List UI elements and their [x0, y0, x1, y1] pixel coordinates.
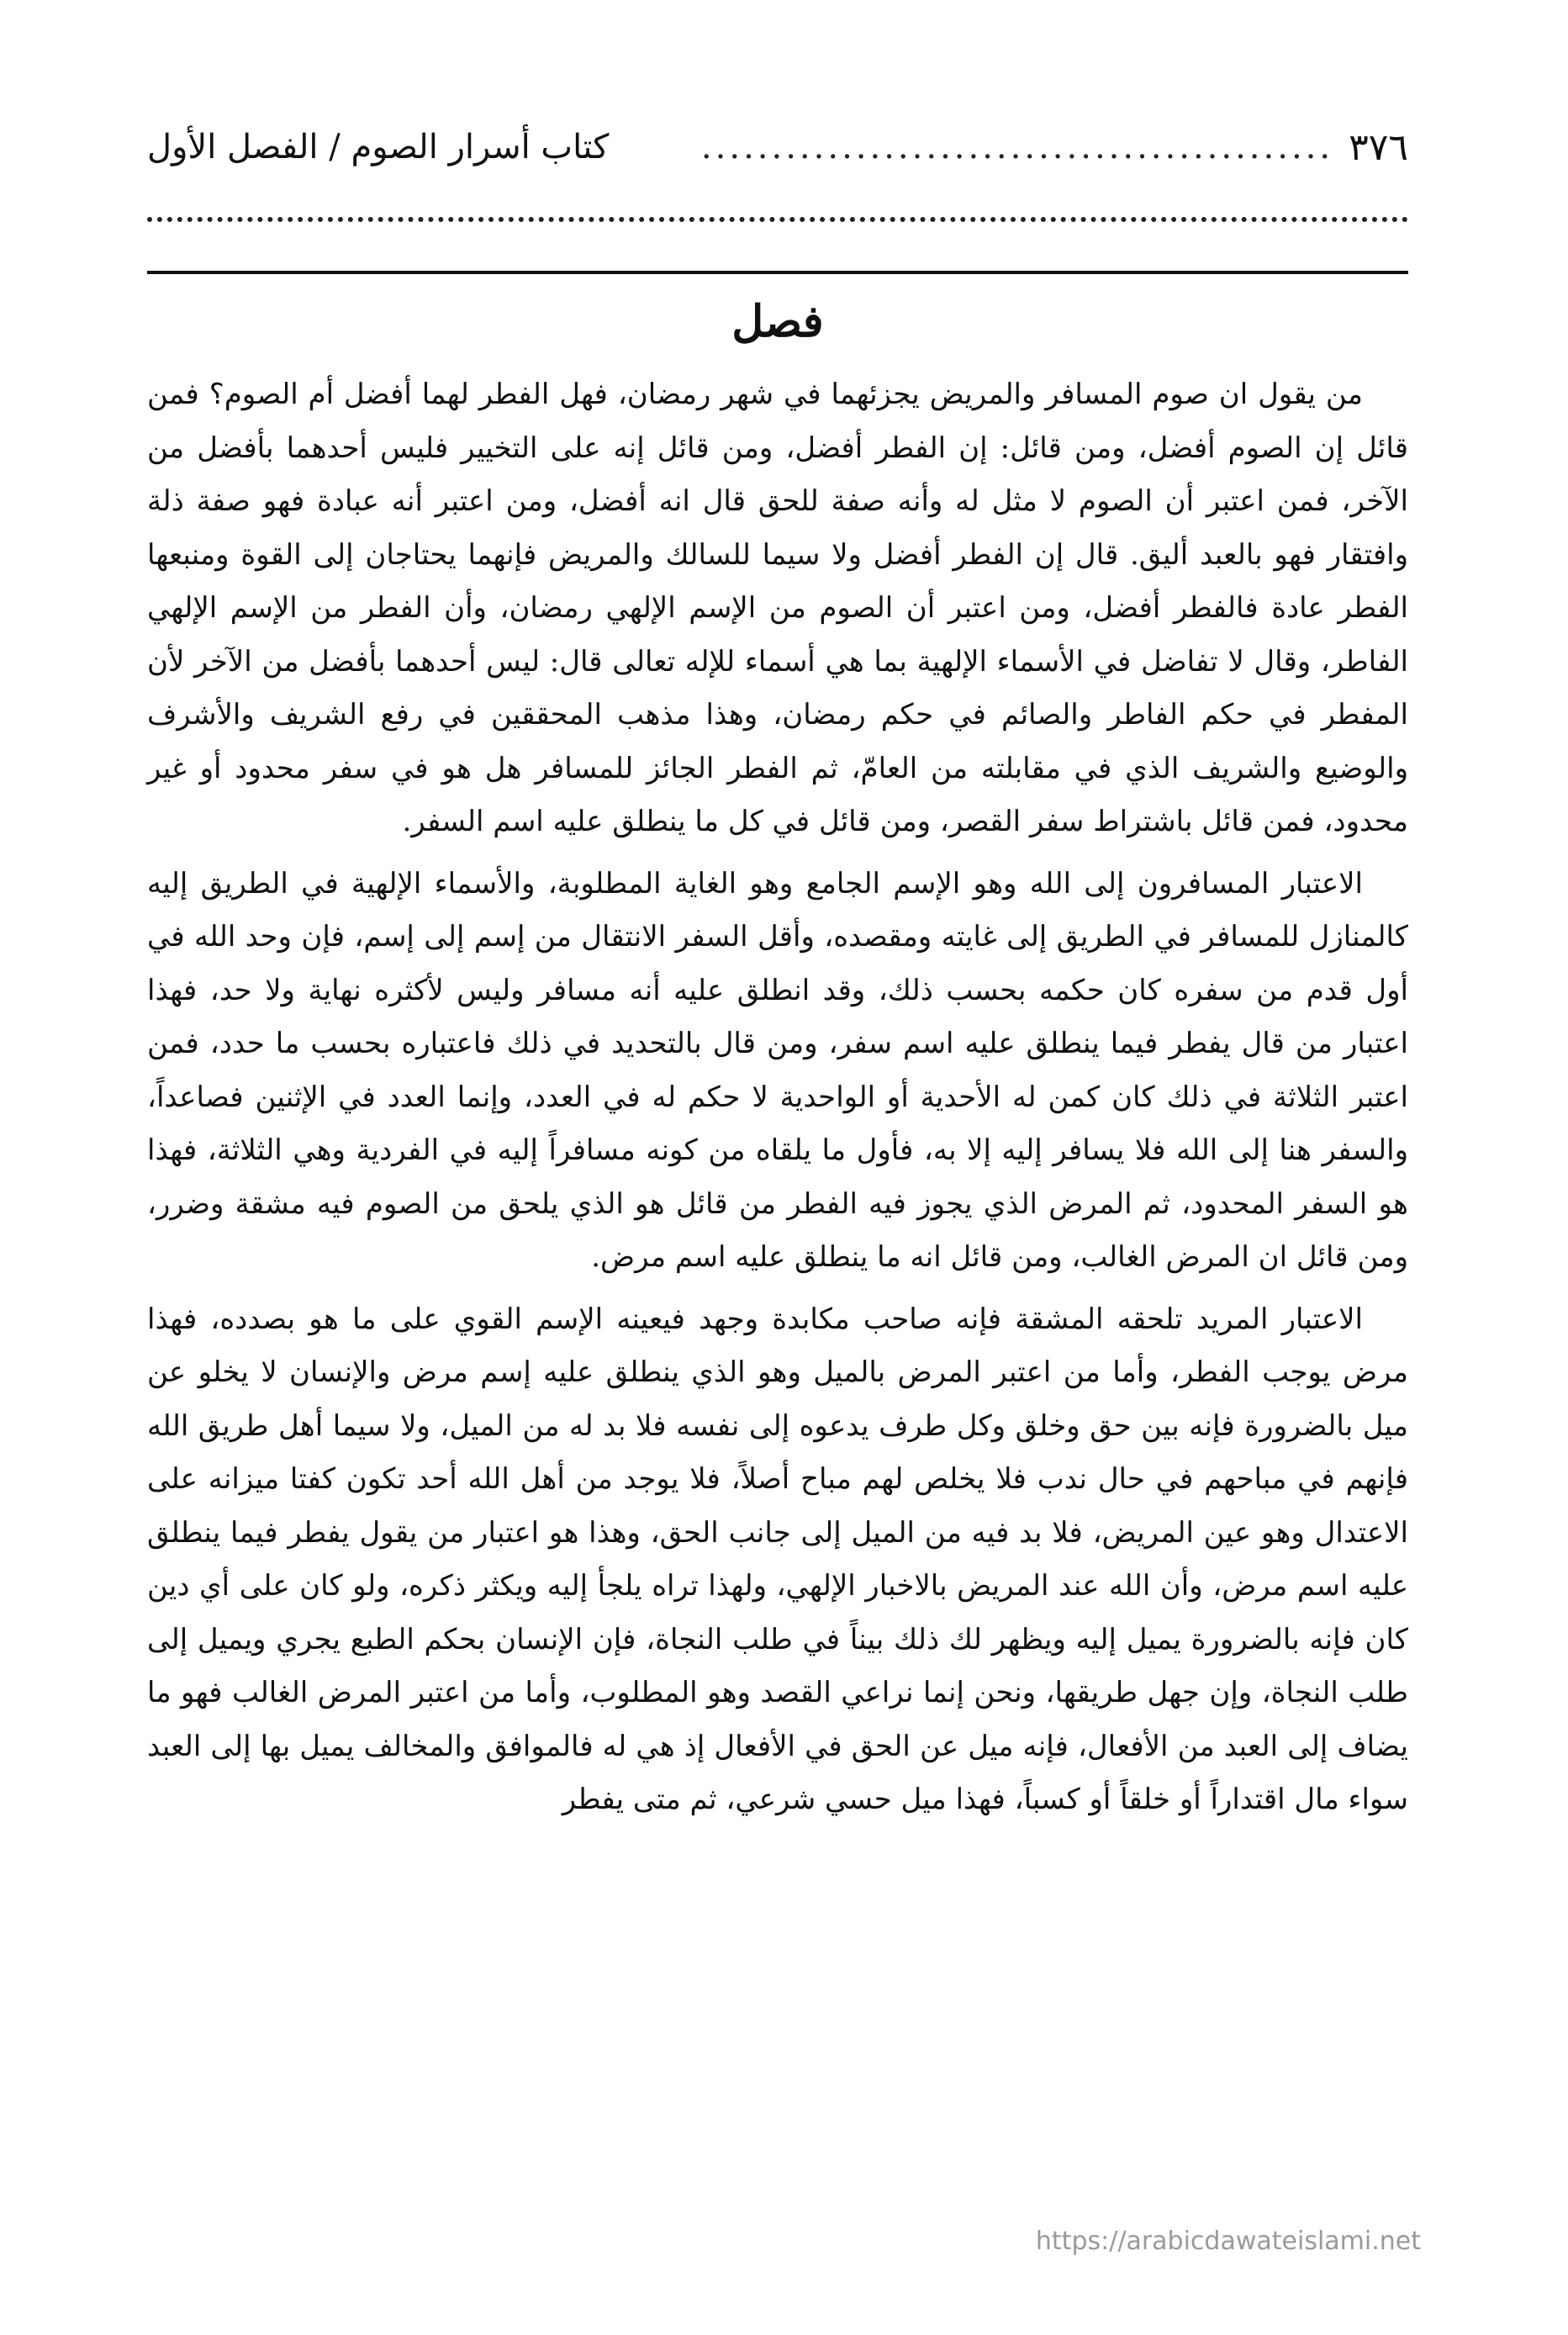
- header-dot-leader: .............................................: [700, 128, 1334, 166]
- solid-divider: [147, 271, 1408, 274]
- dotted-divider: [147, 217, 1408, 222]
- source-watermark: https://arabicdawateislami.net: [1035, 2227, 1421, 2256]
- running-header: [147, 118, 1408, 177]
- page-number: ٣٧٦: [1349, 125, 1408, 169]
- section-heading: فصل: [731, 296, 824, 347]
- body-text: [147, 368, 1408, 1836]
- paragraph: الاعتبار المريد تلحقه المشقة فإنه صاحب مكابدة وجهد فيعينه الإسم القوي على ما هو بصدده، فهذا مرض يوجب الفطر، وأما من اعتبر المرض بالميل وهو الذي ينطلق عليه إسم مرض والإنسان لا يخلو عن ميل بالضرورة فإنه بين حق وخلق وكل طرف يدعوه إلى نفسه فلا بد له من الميل، ولا سيما أهل طريق الله فإنهم في مباحهم في حال ندب فلا يخلص لهم مباح أصلاً، فلا يوجد من أهل الله أحد تكون كفتا ميزانه على الاعتدال وهو عين المريض، فلا بد فيه من الميل إلى جانب الحق، وهذا هو اعتبار من يقول يفطر فيما ينطلق عليه اسم مرض، وأن الله عند المريض بالاخبار الإلهي، ولهذا تراه يلجأ إليه ويكثر ذكره، ولو كان على أي دين كان فإنه بالضرورة يميل إليه ويظهر لك ذلك بيناً في طلب النجاة، فإن الإنسان بحكم الطبع يجري ويميل إلى طلب النجاة، وإن جهل طريقها، ونحن إنما نراعي القصد وهو المطلوب، وأما من اعتبر المرض الغالب فهو ما يضاف إلى العبد من الأفعال، فإنه ميل عن الحق في الأفعال إذ هي له فالموافق والمخالف يميل بها إلى العبد سواء مال اقتداراً أو خلقاً أو كسباً، فهذا ميل حسي شرعي، ثم متى يفطر: [147, 1302, 1408, 1816]
- book-chapter-title: كتاب أسرار الصوم / الفصل الأول: [147, 128, 610, 166]
- paragraph: الاعتبار المسافرون إلى الله وهو الإسم الجامع وهو الغاية المطلوبة، والأسماء الإلهية في الطريق إليه كالمنازل للمسافر في الطريق إلى غايته ومقصده، وأقل السفر الانتقال من إسم إلى إسم، فإن وحد الله في أول قدم من سفره كان حكمه بحسب ذلك، وقد انطلق عليه أنه مسافر وليس لأكثره نهاية ولا حد، فهذا اعتبار من قال يفطر فيما ينطلق عليه اسم سفر، ومن قال بالتحديد في ذلك فاعتباره بحسب ما حدد، فمن اعتبر الثلاثة في ذلك كان كمن له الأحدية أو الواحدية لا حكم له في العدد، وإنما العدد في الإثنين فصاعداً، والسفر هنا إلى الله فلا يسافر إليه إلا به، فأول ما يلقاه من كونه مسافراً إليه في الفردية وهي الثلاثة، فهذا هو السفر المحدود، ثم المرض الذي يجوز فيه الفطر من قائل هو الذي يلحق من الصوم فيه مشقة وضرر، ومن قائل ان المرض الغالب، ومن قائل انه ما ينطلق عليه اسم مرض.: [147, 866, 1408, 1274]
- paragraph: من يقول ان صوم المسافر والمريض يجزئهما في شهر رمضان، فهل الفطر لهما أفضل أم الصوم؟ فمن قائل إن الصوم أفضل، ومن قائل: إن الفطر أفضل، ومن قائل إنه على التخيير فليس أحدهما بأفضل من الآخر، فمن اعتبر أن الصوم لا مثل له وأنه صفة للحق قال انه أفضل، ومن اعتبر أنه عبادة فهو صفة ذلة وافتقار فهو بالعبد أليق. قال إن الفطر أفضل ولا سيما للسالك والمريض فإنهما يحتاجان إلى القوة ومنبعها الفطر عادة فالفطر أفضل، ومن اعتبر أن الصوم من الإسم الإلهي رمضان، وأن الفطر من الإسم الإلهي الفاطر، وقال لا تفاضل في الأسماء الإلهية بما هي أسماء للإله تعالى قال: ليس أحدهما بأفضل من الآخر لأن المفطر في حكم الفاطر والصائم في حكم رمضان، وهذا مذهب المحققين في رفع الشريف والأشرف والوضيع والشريف الذي في مقابلته من العامّ، ثم الفطر الجائز للمسافر هل هو في سفر محدود أو غير محدود، فمن قائل باشتراط سفر القصر، ومن قائل في كل ما ينطلق عليه اسم السفر.: [147, 378, 1409, 838]
